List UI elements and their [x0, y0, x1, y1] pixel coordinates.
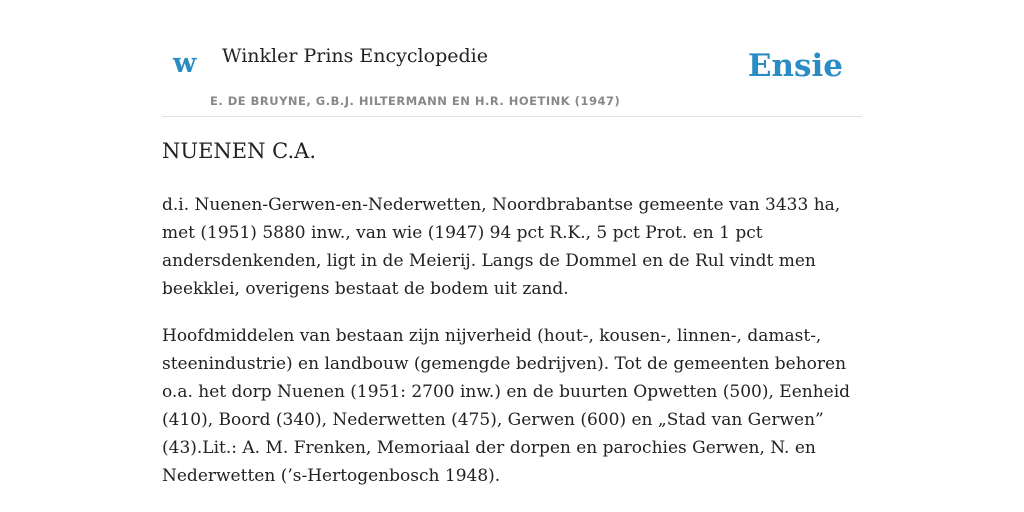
- authors-credit: E. DE BRUYNE, G.B.J. HILTERMANN EN H.R. HOETINK (1947): [210, 94, 621, 108]
- entry-content: [162, 138, 862, 509]
- site-header: [162, 0, 862, 117]
- ensie-brand-logo[interactable]: Ensie: [747, 48, 843, 84]
- site-title[interactable]: Winkler Prins Encyclopedie: [222, 45, 488, 67]
- entry-paragraph: d.i. Nuenen-Gerwen-en-Nederwetten, Noordbrabantse gemeente van 3433 ha, met (1951) 5880 inw., van wie (1947) 94 pct R.K., 5 pct Prot. en 1 pct andersdenkenden, ligt in de Meierij. Langs de Dommel en de Rul vindt men beekklei, overigens bestaat de bodem uit zand.: [162, 195, 841, 300]
- entry-paragraph: Hoofdmiddelen van bestaan zijn nijverheid (hout-, kousen-, linnen-, damast-, steenindustrie) en landbouw (gemengde bedrijven). Tot de gemeenten behoren o.a. het dorp Nuenen (1951: 2700 inw.) en de buurten Opwetten (500), Eenheid (410), Boord (340), Nederwetten (475), Gerwen (600) en „Stad van Gerwen” (43).Lit.: A. M. Frenken, Memoriaal der dorpen en parochies Gerwen, N. en Nederwetten (’s-Hertogenbosch 1948).: [162, 326, 851, 487]
- entry-title: NUENEN C.A.: [162, 139, 316, 163]
- winkler-prins-logo[interactable]: w: [173, 48, 197, 79]
